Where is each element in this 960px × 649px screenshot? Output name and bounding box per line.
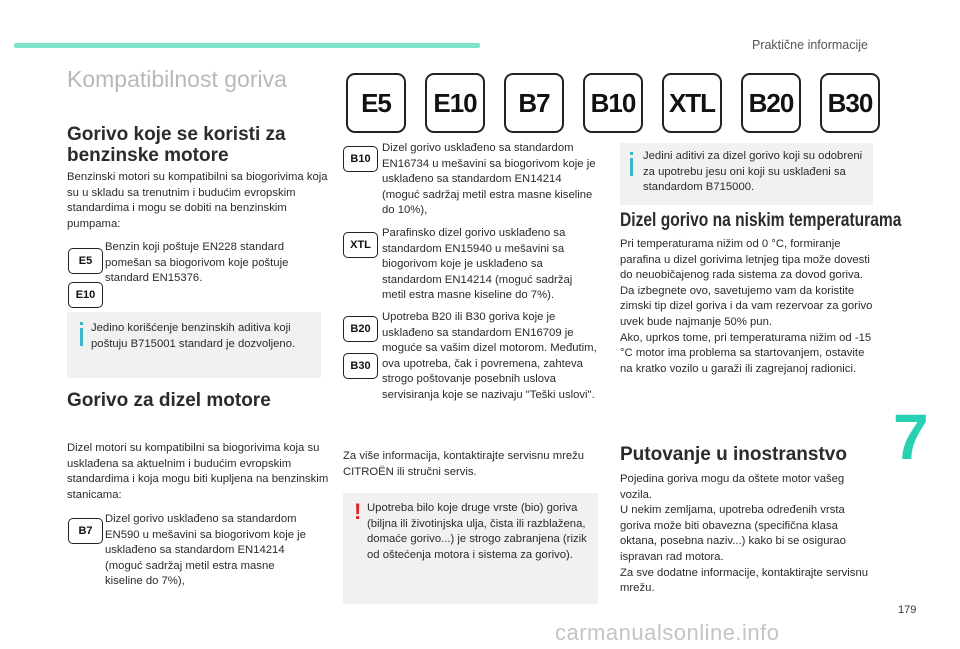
b7-description: Dizel gorivo usklađeno sa standardom EN590 u mešavini sa biogorivom koje je usklađeno sa standardom EN14214 (moguć sadržaj metil estra masne kiseline do 7%), bbox=[105, 513, 306, 588]
badge-b7: B7 bbox=[68, 518, 103, 544]
page-number: 179 bbox=[898, 604, 917, 616]
info-icon bbox=[630, 152, 633, 155]
badge-e5-large: E5 bbox=[346, 73, 406, 133]
badge-xtl-large: XTL bbox=[662, 73, 722, 133]
abroad-text: Pojedina goriva mogu da oštete motor vašeg vozila. U nekim zemljama, upotreba određenih vrsta goriva može biti obavezna (specifična klasa oktana, posebna naziv...) kako bi se osigurao ispravan rad motora. Za sve dodatne informacije, kontaktirajte servisnu mrežu. bbox=[620, 473, 869, 595]
info-icon bbox=[80, 322, 83, 325]
e5-e10-description: Benzin koji poštuje EN228 standard pomešan sa biogorivom koje poštuje standard EN15376. bbox=[105, 241, 289, 285]
b10-description: Dizel gorivo usklađeno sa standardom EN16734 u mešavini sa biogorivom koje je usklađeno sa standardom EN14214 (moguć sadržaj metil estra masne kiseline do 10%), bbox=[382, 142, 596, 217]
badge-b20: B20 bbox=[343, 316, 378, 342]
more-info-text: Za više informacija, kontaktirajte servisnu mrežu CITROËN ili stručni servis. bbox=[343, 450, 585, 478]
petrol-intro: Benzinski motori su kompatibilni sa biogorivima koja su u skladu sa trenutnim i budućim evropskim standardima i mogu se dobiti na benzinskim pumpama: bbox=[67, 171, 328, 230]
badge-b10: B10 bbox=[343, 146, 378, 172]
section-title: Praktične informacije bbox=[751, 38, 868, 52]
diesel-intro: Dizel motori su kompatibilni sa biogorivima koja su usklađena sa aktuelnim i budućim evropskim standardima i koja mogu biti kupljena na benzinskim stanicama: bbox=[67, 442, 329, 501]
warning-fuel-text: Upotreba bilo koje druge vrste (bio) goriva (biljna ili životinjska ulja, čista ili razblažena, domaće gorivo...) je strogo zabranjena (rizik od oštećenja motora i sistema za gorivo). bbox=[367, 502, 587, 561]
info-petrol-additives-text: Jedino korišćenje benzinskih aditiva koji poštuju B715001 standard je dozvoljeno. bbox=[91, 322, 296, 350]
info-box-diesel-additives bbox=[620, 143, 873, 205]
info-icon-bar bbox=[630, 158, 633, 176]
abroad-heading: Putovanje u inostranstvo bbox=[620, 444, 847, 465]
info-diesel-additives-text: Jedini aditivi za dizel gorivo koji su odobreni za upotrebu jesu oni koji su usklađeni sa standardom B715000. bbox=[643, 150, 863, 194]
page-title: Kompatibilnost goriva bbox=[67, 66, 287, 92]
low-temp-heading: Dizel gorivo na niskim temperaturama bbox=[620, 210, 902, 231]
chapter-number: 7 bbox=[893, 401, 929, 473]
warning-box-fuel bbox=[343, 493, 598, 604]
warning-icon: ! bbox=[354, 499, 362, 524]
watermark: carmanualsonline.info bbox=[555, 620, 780, 645]
badge-e5: E5 bbox=[68, 248, 103, 274]
xtl-description: Parafinsko dizel gorivo usklađeno sa standardom EN15940 u mešavini sa biogorivom koje je usklađeno sa standardom EN14214 (moguć sadržaj metil estra masne kiseline do 7%). bbox=[382, 227, 573, 302]
petrol-heading-line1: Gorivo koje se koristi za bbox=[67, 124, 286, 145]
badge-b20-large: B20 bbox=[741, 73, 801, 133]
low-temp-text: Pri temperaturama nižim od 0 °C, formiranje parafina u dizel gorivima letnjeg tipa može dovesti do neuobičajenog rada sistema za dovod goriva. Da izbegnete ovo, savetujemo vam da koristite zimski tip dizel goriva i da vam rezervoar za gorivo uvek bude najmanje 50% pun. Ako, uprkos tome, pri temperaturama nižim od -15 °C motor ima problema sa startovanjem, ostavite na kratko vozilo u garaži ili zagrejanoj radionici. bbox=[620, 238, 873, 375]
badge-b30: B30 bbox=[343, 353, 378, 379]
badge-e10: E10 bbox=[68, 282, 103, 308]
petrol-heading bbox=[67, 124, 327, 166]
badge-xtl: XTL bbox=[343, 232, 378, 258]
b20-b30-description: Upotreba B20 ili B30 goriva koje je usklađeno sa standardom EN16709 je moguće sa vašim dizel motorom. Međutim, ova upotreba, čak i povremena, zahteva strogo poštovanje posebnih uslova servisiranja koje se nazivaju "Teški uslovi". bbox=[382, 311, 597, 401]
badge-b30-large: B30 bbox=[820, 73, 880, 133]
diesel-heading: Gorivo za dizel motore bbox=[67, 390, 271, 411]
badge-b7-large: B7 bbox=[504, 73, 564, 133]
badge-e10-large: E10 bbox=[425, 73, 485, 133]
petrol-heading-line2: benzinske motore bbox=[67, 145, 229, 166]
info-box-petrol-additives bbox=[67, 312, 321, 378]
info-icon-bar bbox=[80, 328, 83, 346]
badge-b10-large: B10 bbox=[583, 73, 643, 133]
header-accent-bar bbox=[14, 43, 480, 48]
